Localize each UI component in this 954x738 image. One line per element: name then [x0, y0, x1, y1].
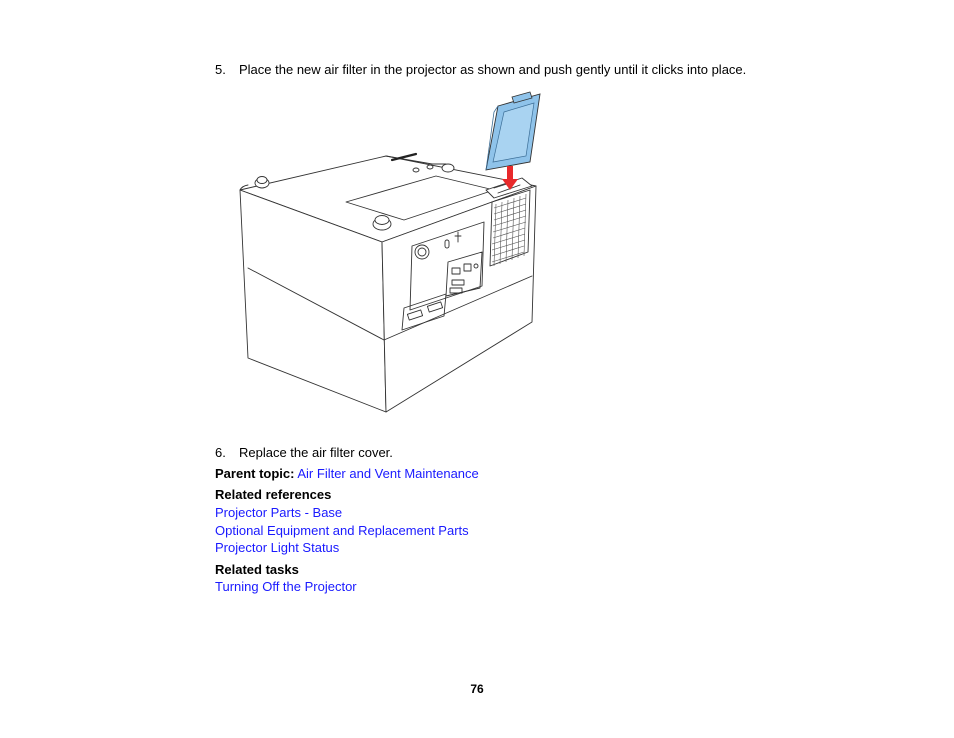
page-number: 76	[470, 682, 484, 696]
step-5-text: Place the new air filter in the projector as shown and push gently until it clicks into place.	[239, 62, 747, 77]
link-projector-light-status[interactable]: Projector Light Status	[215, 540, 340, 555]
related-tasks-heading: Related tasks	[215, 562, 299, 577]
step-5-number: 5.	[215, 62, 226, 77]
link-projector-parts-base[interactable]: Projector Parts - Base	[215, 505, 343, 520]
link-optional-equipment[interactable]: Optional Equipment and Replacement Parts	[215, 523, 469, 538]
parent-topic-label: Parent topic:	[215, 466, 295, 481]
parent-topic	[215, 466, 479, 482]
step-6-number: 6.	[215, 445, 226, 460]
parent-topic-link[interactable]: Air Filter and Vent Maintenance	[297, 466, 479, 481]
link-turning-off-projector[interactable]: Turning Off the Projector	[215, 579, 357, 594]
air-filter	[486, 92, 540, 170]
step-6-text: Replace the air filter cover.	[239, 445, 393, 460]
related-references-heading: Related references	[215, 487, 332, 502]
projector-air-filter-illustration	[236, 90, 546, 415]
